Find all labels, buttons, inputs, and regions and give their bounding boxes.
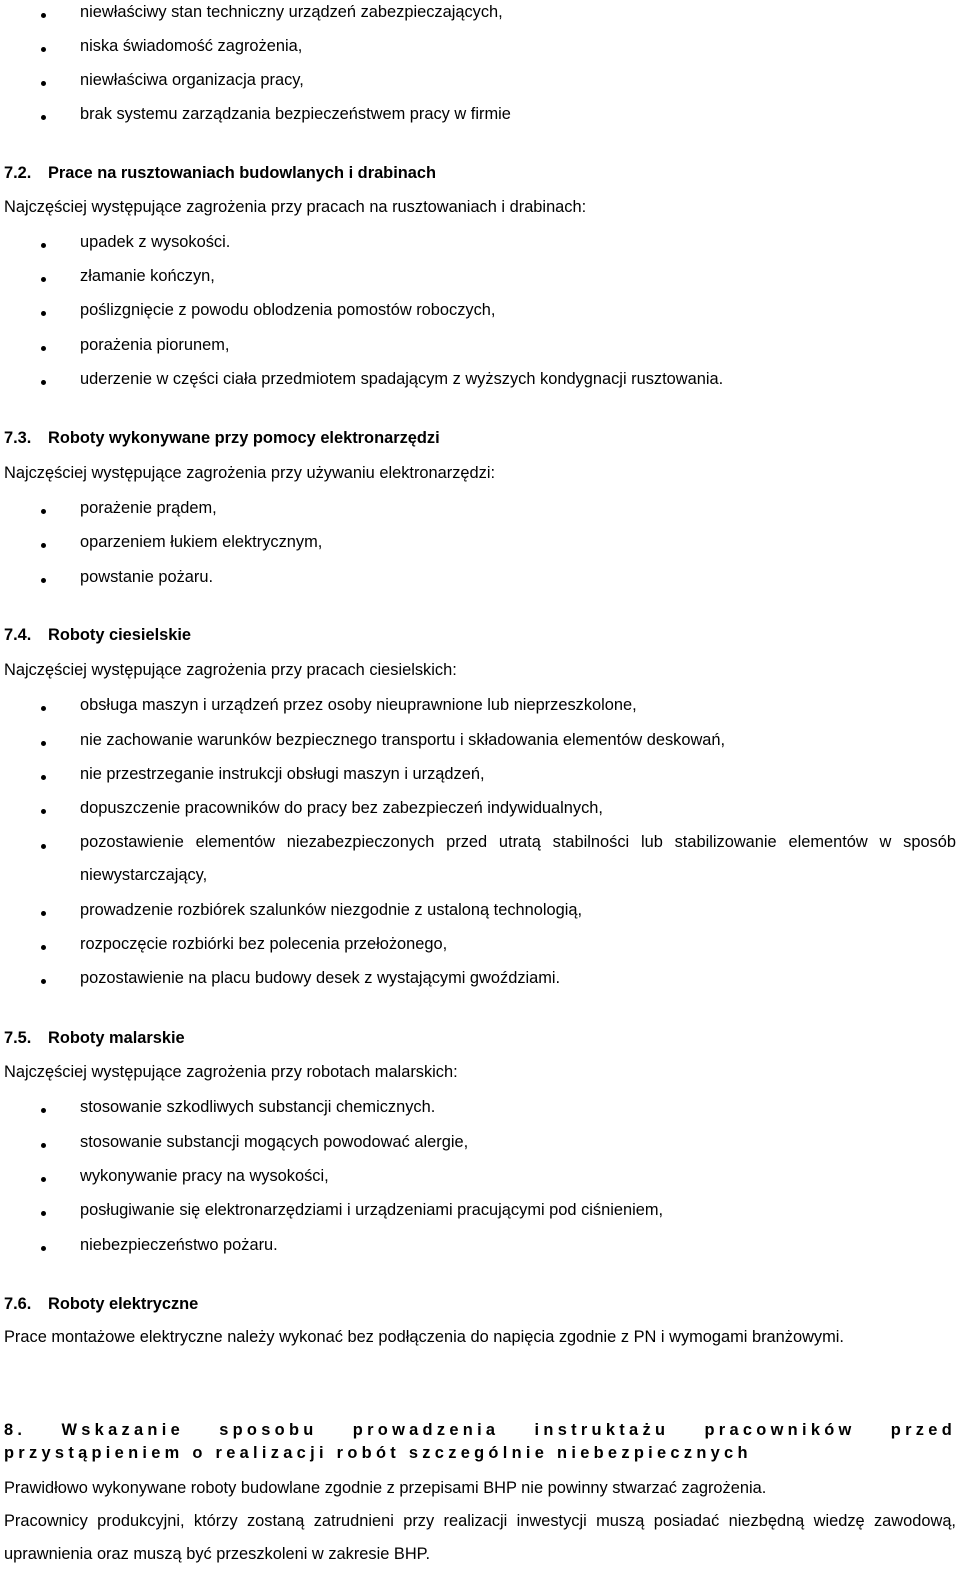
list-item: wykonywanie pracy na wysokości, <box>0 1166 960 1200</box>
section-title: Roboty elektryczne <box>48 1295 199 1313</box>
list-item: oparzeniem łukiem elektrycznym, <box>0 532 960 566</box>
list-item: porażenia piorunem, <box>0 335 960 369</box>
bullet-icon <box>41 706 46 711</box>
section-intro: Najczęściej występujące zagrożenia przy robotach malarskich: <box>4 1063 458 1081</box>
list-item: prowadzenie rozbiórek szalunków niezgodnie z ustaloną technologią, <box>0 900 960 934</box>
list-item: dopuszczenie pracowników do pracy bez zabezpieczeń indywidualnych, <box>0 798 960 832</box>
bullet-icon <box>41 47 46 52</box>
bullet-icon <box>41 1108 46 1113</box>
bullet-icon <box>41 243 46 248</box>
bullet-icon <box>41 1143 46 1148</box>
section-heading-7-4 <box>4 625 191 645</box>
list-item: pozostawienie elementów niezabezpieczonych przed utratą stabilności lub stabilizowanie elementów w sposób niewystarczający, <box>0 833 960 901</box>
bullet-icon <box>41 115 46 120</box>
bullet-icon <box>41 1177 46 1182</box>
bullet-icon <box>41 945 46 950</box>
bullet-icon <box>41 578 46 583</box>
bullet-icon <box>41 81 46 86</box>
bullet-icon <box>41 911 46 916</box>
list-item: poślizgnięcie z powodu oblodzenia pomostów roboczych, <box>0 300 960 334</box>
bullet-icon <box>41 1211 46 1216</box>
section-heading-7-2 <box>4 163 436 183</box>
list-item: złamanie kończyn, <box>0 266 960 300</box>
bullet-icon <box>41 311 46 316</box>
list-item: rozpoczęcie rozbiórki bez polecenia przełożonego, <box>0 934 960 968</box>
section-heading-8 <box>4 1419 956 1465</box>
list-item: nie zachowanie warunków bezpiecznego transportu i składowania elementów deskowań, <box>0 730 960 764</box>
list-item: powstanie pożaru. <box>0 567 960 601</box>
list-item: stosowanie szkodliwych substancji chemicznych. <box>0 1097 960 1131</box>
bullet-icon <box>41 277 46 282</box>
section-number: 7.6. <box>4 1295 32 1313</box>
bullet-icon <box>41 979 46 984</box>
section-intro: Najczęściej występujące zagrożenia przy używaniu elektronarzędzi: <box>4 464 496 482</box>
list-item: niewłaściwy stan techniczny urządzeń zabezpieczających, <box>0 2 960 36</box>
section-heading-7-6 <box>4 1294 198 1314</box>
section-intro: Najczęściej występujące zagrożenia przy pracach ciesielskich: <box>4 661 457 679</box>
list-item: porażenie prądem, <box>0 498 960 532</box>
list-item: uderzenie w części ciała przedmiotem spadającym z wyższych kondygnacji rusztowania. <box>0 369 960 403</box>
list-item: pozostawienie na placu budowy desek z wystającymi gwoździami. <box>0 968 960 1002</box>
list-item: upadek z wysokości. <box>0 232 960 266</box>
bullet-icon <box>41 775 46 780</box>
section-number: 7.5. <box>4 1029 32 1047</box>
list-item: niska świadomość zagrożenia, <box>0 36 960 70</box>
list-item: posługiwanie się elektronarzędziami i urządzeniami pracującymi pod ciśnieniem, <box>0 1200 960 1234</box>
list-item: obsługa maszyn i urządzeń przez osoby nieuprawnione lub nieprzeszkolone, <box>0 695 960 729</box>
bullet-icon <box>41 1246 46 1251</box>
section-title: Roboty wykonywane przy pomocy elektronarzędzi <box>48 429 440 447</box>
section-number: 7.3. <box>4 429 32 447</box>
section-number: 7.4. <box>4 626 32 644</box>
bullet-icon <box>41 380 46 385</box>
section-title: Roboty ciesielskie <box>48 626 192 644</box>
section-title: Wskazanie sposobu prowadzenia instruktażu pracowników przed przystąpieniem o realizacji robót szczególnie niebezpiecznych <box>4 1421 956 1462</box>
bullet-icon <box>41 346 46 351</box>
bullet-icon <box>41 844 46 849</box>
section-paragraph: Prace montażowe elektryczne należy wykonać bez podłączenia do napięcia zgodnie z PN i wymogami branżowymi. <box>4 1328 844 1346</box>
section-heading-7-5 <box>4 1028 185 1048</box>
bullet-icon <box>41 509 46 514</box>
list-item: stosowanie substancji mogących powodować alergie, <box>0 1132 960 1166</box>
bullet-icon <box>41 809 46 814</box>
section-title: Prace na rusztowaniach budowlanych i drabinach <box>48 164 437 182</box>
bullet-icon <box>41 543 46 548</box>
section-paragraph: Pracownicy produkcyjni, którzy zostaną zatrudnieni przy realizacji inwestycji muszą posiadać niezbędną wiedzę zawodową, uprawnienia oraz muszą być przeszkoleni w zakresie BHP. <box>4 1512 956 1563</box>
section-title: Roboty malarskie <box>48 1029 185 1047</box>
section-intro: Najczęściej występujące zagrożenia przy pracach na rusztowaniach i drabinach: <box>4 198 587 216</box>
bullet-icon <box>41 741 46 746</box>
section-paragraph: Prawidłowo wykonywane roboty budowlane zgodnie z przepisami BHP nie powinny stwarzać zagrożenia. <box>4 1479 767 1497</box>
section-heading-7-3 <box>4 428 440 448</box>
section-number: 8. <box>4 1421 27 1439</box>
list-item: niebezpieczeństwo pożaru. <box>0 1235 960 1269</box>
section-number: 7.2. <box>4 164 32 182</box>
list-item: niewłaściwa organizacja pracy, <box>0 70 960 104</box>
list-item: brak systemu zarządzania bezpieczeństwem pracy w firmie <box>0 104 960 138</box>
bullet-icon <box>41 13 46 18</box>
list-item: nie przestrzeganie instrukcji obsługi maszyn i urządzeń, <box>0 764 960 798</box>
